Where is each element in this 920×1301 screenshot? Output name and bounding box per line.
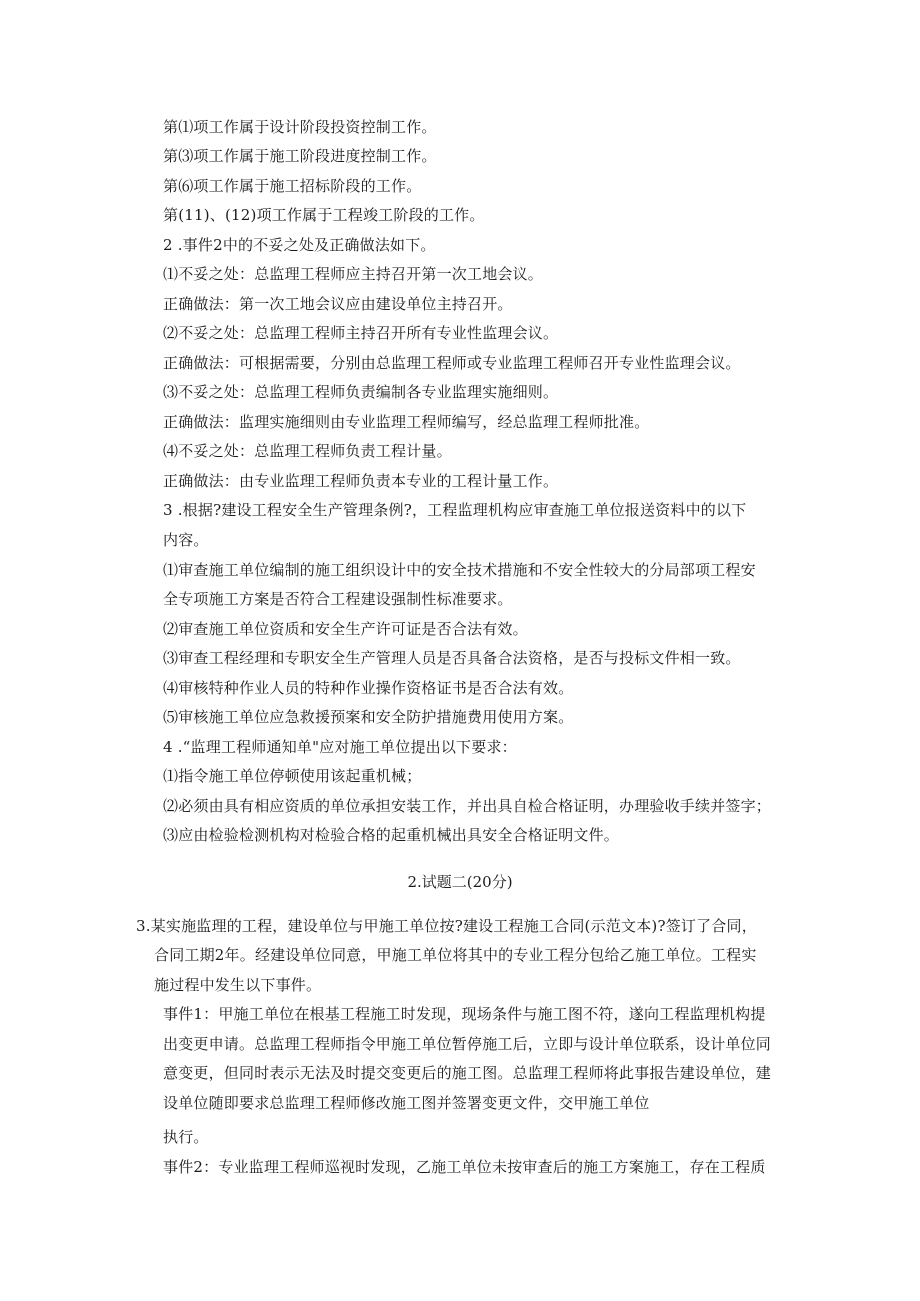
text-line: 正确做法：第一次工地会议应由建设单位主持召开。	[163, 295, 513, 313]
text-line: 第⑹项工作属于施工招标阶段的工作。	[163, 177, 422, 195]
text-line: 第(11)、(12)项工作属于工程竣工阶段的工作。	[163, 206, 485, 224]
section-heading: 2.试题二(20分)	[407, 873, 513, 891]
text-line: ⑸审核施工单位应急救援预案和安全防护措施费用使用方案。	[163, 708, 574, 726]
text-line: ⑴不妥之处：总监理工程师应主持召开第一次工地会议。	[163, 265, 544, 283]
text-line: 内容。	[163, 531, 209, 549]
text-line: 全专项施工方案是否符合工程建设强制性标准要求。	[163, 590, 513, 608]
text-line: 第⑶项工作属于施工阶段进度控制工作。	[163, 147, 437, 165]
text-line: 正确做法：可根据需要，分别由总监理工程师或专业监理工程师召开专业性监理会议。	[163, 354, 741, 372]
question-line: 设单位随即要求总监理工程师修改施工图并签署变更文件，交甲施工单位	[163, 1094, 650, 1112]
text-line: 正确做法：监理实施细则由专业监理工程师编写，经总监理工程师批准。	[163, 413, 650, 431]
text-line: ⑴审查施工单位编制的施工组织设计中的安全技术措施和不安全性较大的分局部项工程安	[163, 561, 756, 579]
question-line: 事件1：甲施工单位在根基工程施工时发现，现场条件与施工图不符，遂向工程监理机构提	[163, 1005, 766, 1023]
text-line: 2 .事件2中的不妥之处及正确做法如下。	[163, 236, 436, 254]
text-line: 3 .根据?建设工程安全生产管理条例?，工程监理机构应审查施工单位报送资料中的以下	[163, 501, 747, 519]
text-line: ⑵不妥之处：总监理工程师主持召开所有专业性监理会议。	[163, 324, 559, 342]
question-line: 施过程中发生以下事件。	[154, 976, 322, 994]
text-line: ⑴指令施工单位停顿使用该起重机械；	[163, 767, 422, 785]
text-line: ⑶应由检验检测机构对检验合格的起重机械出具安全合格证明文件。	[163, 826, 620, 844]
text-line: ⑶审查工程经理和专职安全生产管理人员是否具备合法资格，是否与投标文件相一致。	[163, 649, 741, 667]
question-line: 事件2：专业监理工程师巡视时发现，乙施工单位未按审查后的施工方案施工，存在工程质	[163, 1158, 766, 1176]
question-line: 出变更申请。总监理工程师指令甲施工单位暂停施工后，立即与设计单位联系，设计单位同	[163, 1035, 772, 1053]
text-line: ⑵审查施工单位资质和安全生产许可证是否合法有效。	[163, 620, 528, 638]
text-line: ⑷审核特种作业人员的特种作业操作资格证书是否合法有效。	[163, 679, 574, 697]
text-line: 正确做法：由专业监理工程师负责本专业的工程计量工作。	[163, 472, 559, 490]
text-line: 4 .“监理工程师通知单"应对施工单位提出以下要求：	[163, 738, 517, 756]
question-line: 合同工期2年。经建设单位同意，甲施工单位将其中的专业工程分包给乙施工单位。工程实	[154, 946, 757, 964]
text-line: ⑵必须由具有相应资质的单位承担安装工作，并出具自检合格证明，办理验收手续并签字；	[163, 797, 772, 815]
text-line: ⑷不妥之处：总监理工程师负责工程计量。	[163, 442, 452, 460]
question-first-line: 3.某实施监理的工程，建设单位与甲施工单位按?建设工程施工合同(示范文本)?签订了合同，	[136, 917, 757, 935]
question-line: 执行。	[163, 1128, 209, 1146]
question-line: 意变更，但同时表示无法及时提交变更后的施工图。总监理工程师将此事报告建设单位，建	[163, 1064, 772, 1082]
text-line: 第⑴项工作属于设计阶段投资控制工作。	[163, 118, 437, 136]
text-line: ⑶不妥之处：总监理工程师负责编制各专业监理实施细则。	[163, 383, 559, 401]
